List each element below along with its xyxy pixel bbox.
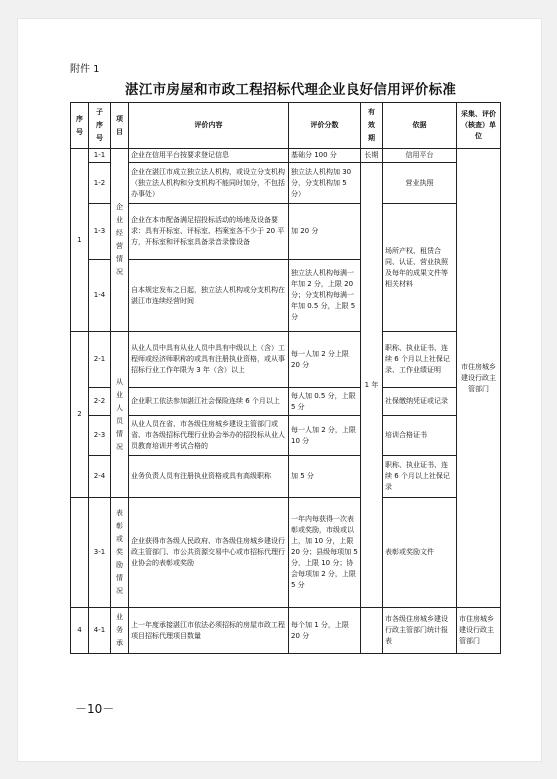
row-subseq: 1-2 — [89, 163, 111, 204]
row-subseq: 1-1 — [89, 149, 111, 163]
row-content: 企业在信用平台按要求登记信息 — [129, 149, 289, 163]
row-content: 企业职工依法参加湛江社会保险连续 6 个月以上 — [129, 388, 289, 416]
row-score: 加 5 分 — [289, 456, 361, 498]
table-row — [71, 149, 501, 163]
evaluation-standard-table — [70, 102, 501, 654]
row-subseq: 3-1 — [89, 498, 111, 608]
merged-unit: 市住房城乡建设行政主管部门 — [457, 149, 501, 608]
row-score: 加 20 分 — [289, 204, 361, 260]
group-seq: 4 — [71, 608, 89, 654]
header-subseq: 子序号 — [89, 103, 111, 149]
row-subseq: 2-2 — [89, 388, 111, 416]
row-content: 业务负责人员有注册执业资格或具有高级职称 — [129, 456, 289, 498]
row-score: 每人加 0.5 分，上限 5 分 — [289, 388, 361, 416]
header-item: 项目 — [111, 103, 129, 149]
header-row — [71, 103, 501, 149]
row-content: 上一年度承接湛江市依法必须招标的房屋市政工程项目招标代理项目数量 — [129, 608, 289, 654]
row-validity: 长期 — [361, 149, 383, 163]
row-content: 企业在湛江市成立独立法人机构，或设立分支机构（独立法人机构和分支机构不能同时加分，不包括办事处） — [129, 163, 289, 204]
row-subseq: 1-3 — [89, 204, 111, 260]
table-row — [71, 608, 501, 654]
document-title: 湛江市房屋和市政工程招标代理企业良好信用评价标准 — [125, 82, 457, 98]
row-score: 每一人加 2 分，上限 10 分 — [289, 416, 361, 456]
row-score: 基础分 100 分 — [289, 149, 361, 163]
row-basis: 市各级住房城乡建设行政主管部门统计报表 — [383, 608, 457, 654]
group-seq-empty — [71, 498, 89, 608]
row-basis: 营业执照 — [383, 163, 457, 204]
merged-basis: 场所产权、租赁合同、认证、营业执照及每年的成果文件等相关材料 — [383, 204, 457, 332]
row-score: 独立法人机构每满一年加 2 分，上限 20 分；分支机构每满一年加 0.5 分，上限 5 分 — [289, 260, 361, 332]
row-content: 从业人员在省、市各级住房城乡建设主管部门或省、市各级招标代理行业协会举办的招投标从业人员教育培训并考试合格的 — [129, 416, 289, 456]
table-row — [71, 498, 501, 608]
row-subseq: 1-4 — [89, 260, 111, 332]
table-row — [71, 163, 501, 204]
group-item: 业务承 — [111, 608, 129, 654]
header-content: 评价内容 — [129, 103, 289, 149]
row-content: 企业在本市配备满足招投标活动的场地及设备要求：具有开标室、评标室、档案室各不少于 20 平方，开标室和评标室具备录音录像设备 — [129, 204, 289, 260]
row-basis: 职称、执业证书、连续 6 个月以上社保记录 — [383, 456, 457, 498]
attachment-label: 附件 1 — [70, 64, 100, 75]
row-content: 自本规定发布之日起，独立法人机构或分支机构在湛江市连续经营时间 — [129, 260, 289, 332]
row-subseq: 2-3 — [89, 416, 111, 456]
header-seq: 序号 — [71, 103, 89, 149]
group-item: 从业人员情况 — [111, 332, 129, 498]
row-subseq: 2-1 — [89, 332, 111, 388]
row-unit: 市住房城乡建设行政主管部门 — [457, 608, 501, 654]
table-row — [71, 332, 501, 388]
row-basis: 培训合格证书 — [383, 416, 457, 456]
table-row — [71, 416, 501, 456]
row-subseq: 2-4 — [89, 456, 111, 498]
group-seq: 2 — [71, 332, 89, 498]
row-basis: 信用平台 — [383, 149, 457, 163]
merged-validity: 1 年 — [361, 163, 383, 608]
row-content: 企业获得市各级人民政府、市各级住房城乡建设行政主管部门、市公共资源交易中心或市招标代理行业协会的表彰或奖励 — [129, 498, 289, 608]
row-basis: 职称、执业证书、连续 6 个月以上社保记录、工作业绩证明 — [383, 332, 457, 388]
header-score: 评价分数 — [289, 103, 361, 149]
row-score: 独立法人机构加 30 分，分支机构加 5 分） — [289, 163, 361, 204]
table-row — [71, 388, 501, 416]
header-validity: 有效期 — [361, 103, 383, 149]
row-score: 每一人加 2 分上限 20 分 — [289, 332, 361, 388]
group-item: 企业经营情况 — [111, 149, 129, 332]
row-score: 每个加 1 分，上限 20 分 — [289, 608, 361, 654]
row-basis: 社保缴纳凭证或记录 — [383, 388, 457, 416]
group-item: 表彰或奖励情况 — [111, 498, 129, 608]
table-row — [71, 456, 501, 498]
group-seq: 1 — [71, 149, 89, 332]
row-basis: 表彰或奖励文件 — [383, 498, 457, 608]
header-basis: 依据 — [383, 103, 457, 149]
table-row — [71, 204, 501, 260]
header-unit: 采集、评价（核查）单位 — [457, 103, 501, 149]
row-content: 从业人员中具有从业人员中具有中级以上（含）工程师或经济师职称的或具有注册执业资格，或从事招标行业工作年限为 3 年（含）以上 — [129, 332, 289, 388]
row-score: 一年内每获得一次表彰或奖励，市级或以上，加 10 分，上限 20 分；县级每项加 5 分，上限 10 分；协会每项加 2 分，上限 5 分 — [289, 498, 361, 608]
page-number: －10－ — [75, 702, 115, 716]
row-validity-empty — [361, 608, 383, 654]
row-subseq: 4-1 — [89, 608, 111, 654]
